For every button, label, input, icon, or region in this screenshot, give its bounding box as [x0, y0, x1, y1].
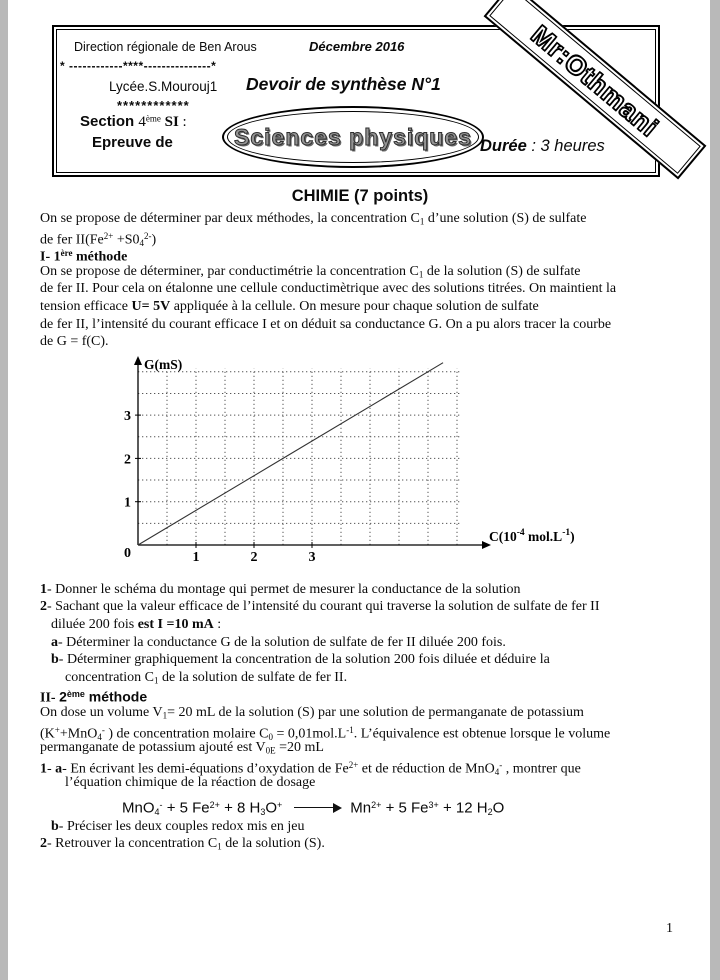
svg-text:3: 3 — [124, 408, 131, 424]
section-line: Section 4ème SI : — [80, 113, 187, 130]
svg-text:2: 2 — [250, 549, 258, 565]
teacher-stamp-text: Mr:Othmani — [525, 19, 665, 143]
chemical-equation: MnO$_4$- + 5 $Fe^{2+} + 8$ $H_3O^+$ $Mn^{2+} + 5$ $Fe^{3+} + 12$ $H_2O$ — [122, 799, 505, 817]
text-line: 1- a- En écrivant les demi-équations d’oxydation de $Fe^{2+}$ et de réduction de MnO$_4$- , montrer que — [40, 759, 581, 777]
text-line: I- 1ère méthode — [40, 248, 128, 265]
text-line: On se propose de déterminer par deux méthodes, la concentration $C_1$ d’une solution (S) de sulfate — [40, 211, 587, 227]
text-line: l’équation chimique de la réaction de dosage — [65, 775, 316, 791]
exam-body — [40, 186, 680, 853]
text-line: II- 2ème méthode — [40, 688, 148, 706]
chapter-title: CHIMIE (7 points) — [291, 187, 429, 205]
text-line: tension efficace U= 5V appliquée à la cellule. On mesure pour chaque solution de sulfate — [40, 298, 539, 314]
svg-text:1: 1 — [124, 495, 131, 511]
school-direction: Direction régionale de Ben Arous — [74, 40, 257, 54]
text-line: a- Déterminer la conductance G de la solution de sulfate de fer II diluée 200 fois. — [51, 634, 506, 650]
text-line: 2- Sachant que la valeur efficace de l’intensité du courant qui traverse la solution de sulfate de fer II — [40, 599, 600, 615]
text-line: On se propose de déterminer, par conductimétrie la concentration $C_1$ de la solution (S) de sulfate — [40, 263, 581, 280]
page-number: 1 — [666, 921, 673, 936]
text-line: de fer II. Pour cela on étalonne une cellule conductimètrique avec des solutions titrées. On maintient la — [40, 281, 617, 297]
conductance-graph-area — [98, 353, 680, 567]
exam-date: Décembre 2016 — [309, 39, 405, 54]
conductance-vs-concentration-graph — [98, 353, 610, 567]
text-line: de fer $II(Fe^{2+} +S0_4^{2-})$ — [40, 230, 157, 248]
duration-line: Durée : 3 heures — [480, 137, 605, 155]
svg-text:1: 1 — [192, 549, 200, 565]
text-line: b- Déterminer graphiquement la concentration de la solution 200 fois diluée et déduire la — [51, 652, 550, 668]
scan-edge-right — [710, 0, 720, 980]
school-name: Lycée.S.Mourouj1 — [109, 79, 218, 94]
stars-line: ************ — [117, 98, 190, 113]
text-line: concentration $C_1$ de la solution de sulfate de fer II. — [65, 669, 348, 686]
text-line: On dose un volume $V_1= 20$ mL de la solution (S) par une solution de permanganate de potassium — [40, 704, 584, 721]
subject-name: Sciences physiques — [234, 123, 472, 150]
text-line: de fer II, l’intensité du courant efficace I et on déduit sa conductance G. On a pu alors tracer la courbe — [40, 316, 612, 332]
epreuve-label: Epreuve de — [92, 134, 173, 151]
exam-title: Devoir de synthèse N°1 — [246, 74, 441, 94]
text-line: de G = f(C). — [40, 334, 109, 350]
text-line: b- Préciser les deux couples redox mis en jeu — [51, 818, 305, 834]
text-line: permanganate de potassium ajouté est $V_{0E} =20$ mL — [40, 740, 324, 756]
questions-method2 — [40, 704, 680, 853]
svg-text:C(10-4 mol.L-1): $C(10^{-4}$ $mol.L^{-1}$) — [489, 527, 575, 544]
intro-paragraph — [40, 210, 680, 351]
separator-line: * ------------****---------------* — [60, 59, 217, 73]
reaction-arrow-icon — [294, 807, 340, 809]
svg-text:G(mS): G(mS) — [144, 356, 183, 372]
text-line: diluée 200 fois est I =10 mA : — [51, 616, 222, 632]
text-line: 2- Retrouver la concentration $C_1$ de la solution (S). — [40, 836, 325, 852]
svg-text:2: 2 — [124, 452, 131, 468]
svg-text:3: 3 — [308, 549, 316, 565]
svg-text:0: 0 — [124, 545, 131, 561]
scan-edge-left — [0, 0, 8, 980]
subject-ellipse — [222, 106, 484, 168]
questions-method1 — [40, 581, 680, 704]
text-line: 1- Donner le schéma du montage qui permet de mesurer la conductance de la solution — [40, 581, 521, 597]
text-line: (K++MnO$_4$- ) de concentration molaire $C_0 = 0,01mol.L^{-1}$. L’équivalence est obtenue lorsque le volume — [40, 724, 611, 742]
